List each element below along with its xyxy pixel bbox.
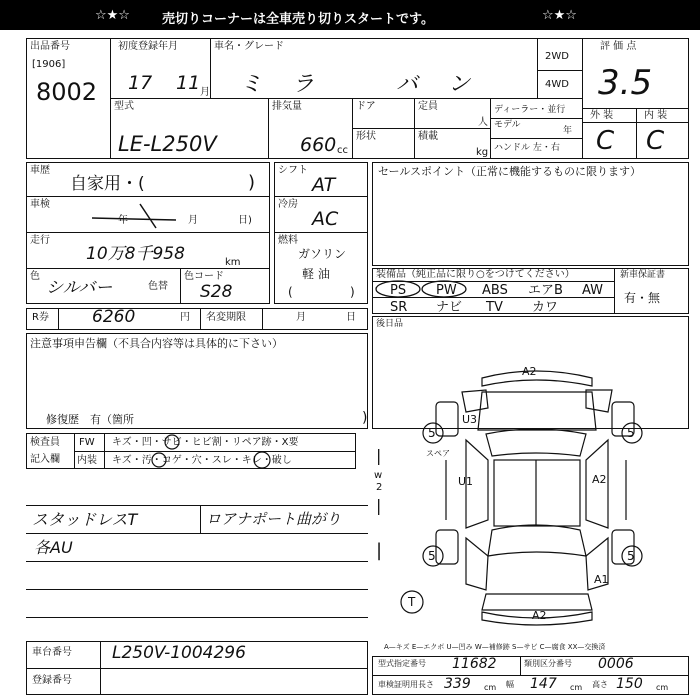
note-rear-panel: ロアナポート曲がり [206, 510, 342, 528]
mark-a2-top: A2 [522, 365, 537, 378]
lot-label: 出品番号 [30, 41, 70, 52]
r-ticket-row [26, 308, 368, 330]
sales-label: セールスポイント（正常に機能するものに限ります） [378, 165, 642, 178]
fuel-label: 燃料 [278, 235, 298, 246]
r-unit: 円 [180, 312, 190, 323]
int-items: キズ・汚・コゲ・穴・スレ・キレ・破し [112, 455, 292, 466]
lot-number: 8002 [36, 78, 98, 106]
equipment-item: AW [582, 283, 604, 298]
legend: A—キズ E—エクボ U—凹み W—補修跡 S—サビ C—腐食 XX—交換済 [384, 643, 606, 651]
lot-bracket: [1906] [32, 59, 66, 70]
nc-day: 日 [346, 312, 356, 323]
load-label: 積載 [418, 131, 438, 142]
mark-a1: A1 [594, 573, 609, 586]
model-year-unit: 年 [563, 126, 573, 136]
equipment-item: ナビ [436, 300, 463, 315]
disp-unit: cc [337, 145, 348, 156]
tire-fr: 5 [627, 426, 635, 440]
cls-label: 類別区分番号 [524, 659, 572, 668]
note-each: 各AU [34, 538, 73, 557]
ac-label: 冷房 [278, 199, 298, 210]
banner-text: 売切りコーナーは全車売り切りスタートです。 [162, 12, 434, 27]
equipment-item: PW [436, 283, 457, 298]
inspect-month: 月 [188, 215, 198, 226]
tire-rl: 5 [428, 549, 436, 563]
reg-label: 初度登録年月 [118, 41, 178, 52]
name-label: 車名・グレード [214, 41, 284, 52]
reg-year: 17 [128, 72, 153, 94]
cap-label: 定員 [418, 101, 438, 112]
wid-label: 幅 [506, 680, 514, 689]
equipment-item: PS [390, 283, 407, 298]
spec-value: 11682 [452, 656, 497, 672]
equipment-item: エアB [528, 283, 563, 298]
ac-value: AC [312, 208, 339, 230]
inspector-circles [104, 433, 356, 469]
model-value: LE-L250V [118, 132, 217, 156]
name-change-label: 名変期限 [206, 312, 246, 323]
color-change-label: 色替 [148, 281, 168, 292]
mark-a2-right: A2 [592, 473, 607, 486]
mark-u3: U3 [462, 413, 478, 426]
hgt-value: 150 [616, 676, 643, 692]
door-label: ドア [356, 101, 376, 112]
inspector-label-1: 検査員 [30, 437, 60, 448]
inspect-strike [90, 200, 180, 230]
top-banner [0, 0, 700, 30]
shift-value: AT [312, 174, 336, 196]
hgt-unit: cm [656, 683, 669, 692]
mileage-label: 走行 [30, 235, 50, 246]
len-unit: cm [484, 683, 497, 692]
len-value: 339 [444, 676, 471, 692]
grade-label: 評 価 点 [600, 41, 637, 52]
cap-unit: 人 [478, 117, 488, 128]
hgt-label: 高さ [592, 680, 608, 689]
reg-month: 11 [176, 72, 201, 94]
drive-4wd: 4WD [545, 79, 569, 90]
int-label: 内 装 [644, 110, 668, 121]
use-label: 車歴 [30, 165, 50, 176]
disp-value: 660 [300, 134, 337, 156]
cls-value: 0006 [598, 656, 634, 672]
chassis-value: L250V-1004296 [112, 643, 246, 663]
grade-value: 3.5 [598, 63, 653, 103]
inspect-label: 車検 [30, 199, 50, 210]
color-label: 色 [30, 271, 40, 282]
wid-unit: cm [570, 683, 583, 692]
disp-label: 排気量 [272, 101, 302, 112]
model-year-label: モデル [494, 120, 521, 130]
name-value: ミラ バン [240, 72, 501, 97]
equipment-label: 装備品（純正品に限り○をつけてください） [376, 269, 575, 280]
shape-label: 形状 [356, 131, 376, 142]
r-label: R券 [32, 312, 49, 323]
handle-label: ハンドル 左・右 [494, 143, 560, 153]
color-value: シルバー [46, 278, 113, 298]
model-label: 型式 [114, 101, 134, 112]
inspect-year: 年 [118, 215, 128, 226]
caution-label: 注意事項申告欄（不具合内容等は具体的に下さい） [30, 337, 283, 350]
dealer-label: ディーラー・並行 [494, 105, 566, 115]
repair-label: 修復歴 有（箇所 [46, 413, 134, 426]
banner-stars-right: ☆★☆ [542, 8, 577, 23]
mark-u1: U1 [458, 475, 474, 488]
note-studless: スタッドレスT [32, 510, 138, 529]
fuel-gas: ガソリン [298, 247, 347, 261]
new-warranty-value: 有・無 [624, 291, 661, 305]
reg-no-label: 登録番号 [32, 675, 72, 686]
color-code-label: 色コード [184, 271, 224, 282]
mark-a2-bottom: A2 [532, 609, 547, 622]
load-unit: kg [476, 147, 489, 158]
inspector-label-2: 記入欄 [30, 454, 60, 465]
banner-stars-left: ☆★☆ [95, 8, 130, 23]
drive-2wd: 2WD [545, 51, 569, 62]
fw-label: FW [79, 437, 95, 448]
equipment-item: ABS [482, 283, 508, 298]
tire-rr: 5 [627, 549, 635, 563]
inspect-day: 日) [238, 215, 252, 226]
tire-spare: T [408, 595, 416, 609]
fuel-diesel: 軽 油 [302, 267, 330, 281]
int-value: C [646, 126, 665, 156]
ext-label: 外 装 [590, 110, 614, 121]
len-label: 長さ [418, 680, 434, 689]
equipment-item: カワ [532, 300, 559, 315]
spare-label: スペア [426, 449, 450, 458]
spec-label: 型式指定番号 [378, 659, 426, 668]
reg-month-unit: 月 [200, 87, 210, 98]
mileage-unit: km [225, 257, 241, 268]
tire-fl: 5 [428, 426, 436, 440]
color-code-value: S28 [200, 282, 233, 302]
nc-month: 月 [296, 312, 306, 323]
use-value: 自家用・( [70, 174, 145, 194]
fw-items: キズ・凹・サビ・ヒビ割・リペア跡・X要 [112, 437, 299, 448]
equipment-circles [372, 268, 614, 314]
chassis-label: 車台番号 [32, 647, 72, 658]
mileage-value: 10万8千958 [86, 244, 185, 264]
shift-label: シフト [278, 165, 308, 176]
new-warranty-label: 新車保証書 [620, 270, 666, 280]
int-insp-label: 内装 [77, 455, 97, 466]
after-label: 後日品 [376, 319, 404, 329]
ext-value: C [596, 126, 615, 156]
wid-value: 147 [530, 676, 557, 692]
cert-label: 車検証明用 [378, 680, 418, 689]
equipment-item: TV [486, 300, 503, 315]
r-value: 6260 [92, 307, 136, 327]
equipment-item: SR [390, 300, 408, 315]
damage-diagram [396, 360, 686, 630]
